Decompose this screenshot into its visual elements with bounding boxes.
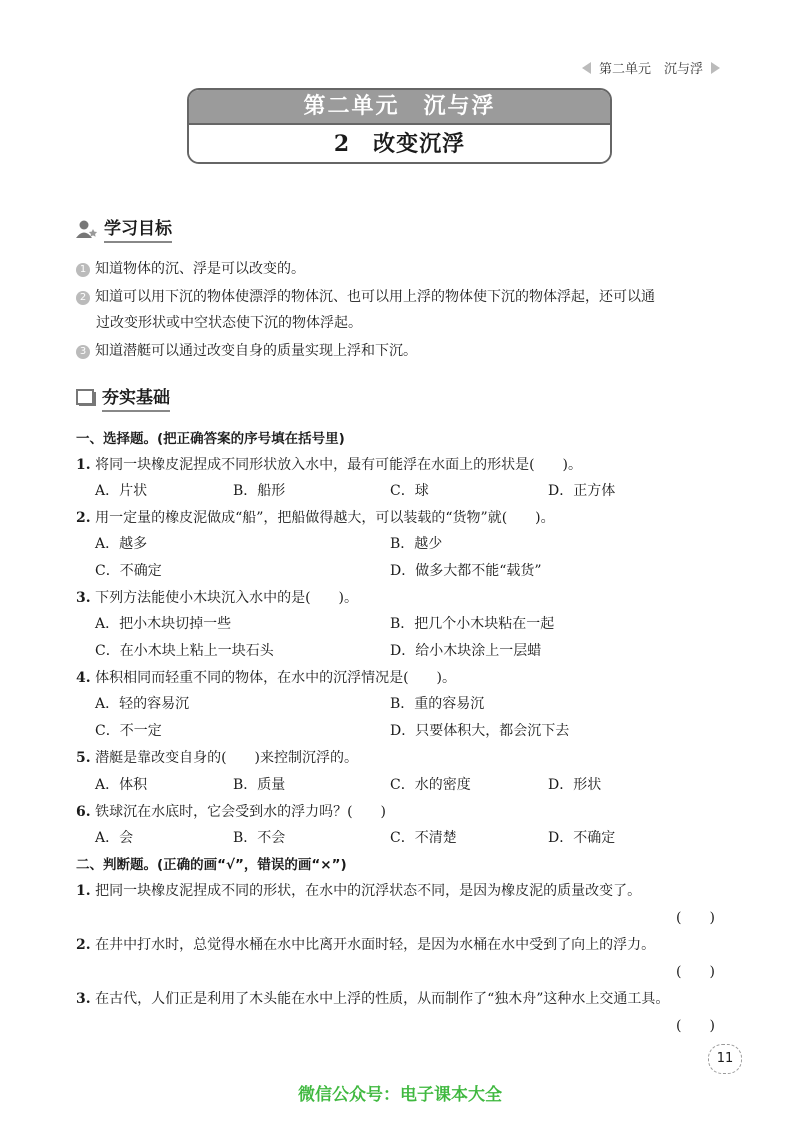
question-text: 用一定量的橡皮泥做成“船”，把船做得越大，可以装载的“货物”就( )。	[95, 510, 555, 526]
question-5	[76, 747, 358, 767]
answer-parentheses[interactable]: ( )	[676, 1018, 715, 1034]
option: D．只要体积大，都会沉下去	[390, 723, 570, 739]
option: C．水的密度	[390, 777, 471, 793]
basics-heading	[76, 383, 170, 412]
option: A．越多	[95, 536, 148, 552]
question-text: 将同一块橡皮泥捏成不同形状放入水中，最有可能浮在水面上的形状是( )。	[95, 457, 582, 473]
objective-item-2	[76, 284, 726, 310]
question-number: 6.	[76, 804, 91, 820]
objective-item-1	[76, 256, 726, 282]
title-box	[187, 88, 612, 164]
option: A．轻的容易沉	[95, 696, 190, 712]
question-text: 体积相同而轻重不同的物体，在水中的沉浮情况是( )。	[95, 670, 457, 686]
question-number: 1.	[76, 457, 91, 473]
objective-number: 2	[76, 291, 90, 305]
judgment-1	[76, 880, 736, 900]
book-icon	[76, 389, 96, 407]
learner-icon	[76, 219, 98, 239]
objective-item-3	[76, 338, 726, 364]
objectives-list	[76, 256, 726, 364]
objectives-heading	[76, 214, 172, 243]
part2-title: 二、判断题。(正确的画“√”，错误的画“×”)	[76, 857, 347, 873]
question-text: 下列方法能使小木块沉入水中的是( )。	[95, 590, 359, 606]
option: A．会	[95, 830, 134, 846]
question-number: 2.	[76, 510, 91, 526]
question-number: 4.	[76, 670, 91, 686]
option: C．不确定	[95, 563, 162, 579]
objectives-heading-text: 学习目标	[104, 214, 172, 243]
option: C．球	[390, 483, 429, 499]
answer-parentheses[interactable]: ( )	[676, 910, 715, 926]
option: A．体积	[95, 777, 148, 793]
question-6	[76, 801, 386, 821]
page-number: 11	[708, 1044, 742, 1074]
judgment-2	[76, 934, 736, 954]
objective-text: 知道潜艇可以通过改变自身的质量实现上浮和下沉。	[95, 343, 417, 359]
footer-watermark: 微信公众号：电子课本大全	[298, 1085, 502, 1105]
question-text: 把同一块橡皮泥捏成不同的形状，在水中的沉浮状态不同，是因为橡皮泥的质量改变了。	[95, 883, 642, 899]
option: A．片状	[95, 483, 148, 499]
objective-item-2-cont: 过改变形状或中空状态使下沉的物体浮起。	[96, 315, 362, 331]
right-triangle-icon	[711, 62, 720, 74]
unit-title: 第二单元 沉与浮	[189, 90, 610, 125]
option: B．船形	[233, 483, 286, 499]
question-text: 潜艇是靠改变自身的( )来控制沉浮的。	[95, 750, 359, 766]
option: D．做多大都不能“载货”	[390, 563, 542, 579]
objective-text: 知道物体的沉、浮是可以改变的。	[95, 261, 305, 277]
left-triangle-icon	[582, 62, 591, 74]
option: C．不清楚	[390, 830, 457, 846]
option: C．不一定	[95, 723, 162, 739]
option: D．给小木块涂上一层蜡	[390, 643, 542, 659]
question-text: 铁球沉在水底时，它会受到水的浮力吗？( )	[95, 804, 387, 820]
question-2	[76, 507, 555, 527]
answer-parentheses[interactable]: ( )	[676, 964, 715, 980]
option: A．把小木块切掉一些	[95, 616, 232, 632]
question-3	[76, 587, 358, 607]
option: B．越少	[390, 536, 443, 552]
option: B．重的容易沉	[390, 696, 485, 712]
question-1	[76, 454, 582, 474]
question-number: 5.	[76, 750, 91, 766]
option: B．不会	[233, 830, 286, 846]
question-4	[76, 667, 456, 687]
objective-number: 3	[76, 345, 90, 359]
option: D．正方体	[548, 483, 616, 499]
question-text: 在井中打水时，总觉得水桶在水中比离开水面时轻，是因为水桶在水中受到了向上的浮力。	[95, 937, 656, 953]
chapter-header-text: 第二单元 沉与浮	[598, 62, 703, 77]
lesson-title: 2 改变沉浮	[189, 125, 610, 164]
question-number: 3.	[76, 991, 91, 1007]
basics-heading-text: 夯实基础	[102, 383, 170, 412]
chapter-header	[582, 58, 720, 77]
question-text: 在古代，人们正是利用了木头能在水中上浮的性质，从而制作了“独木舟”这种水上交通工具。	[95, 991, 670, 1007]
option: C．在小木块上粘上一块石头	[95, 643, 274, 659]
question-number: 2.	[76, 937, 91, 953]
objective-text: 知道可以用下沉的物体使漂浮的物体沉、也可以用上浮的物体使下沉的物体浮起，还可以通	[95, 289, 655, 305]
option: D．形状	[548, 777, 602, 793]
option: B．把几个小木块粘在一起	[390, 616, 555, 632]
judgment-3	[76, 988, 736, 1008]
option: D．不确定	[548, 830, 616, 846]
question-number: 1.	[76, 883, 91, 899]
objective-number: 1	[76, 263, 90, 277]
part1-title: 一、选择题。(把正确答案的序号填在括号里)	[76, 431, 345, 447]
question-number: 3.	[76, 590, 91, 606]
option: B．质量	[233, 777, 286, 793]
